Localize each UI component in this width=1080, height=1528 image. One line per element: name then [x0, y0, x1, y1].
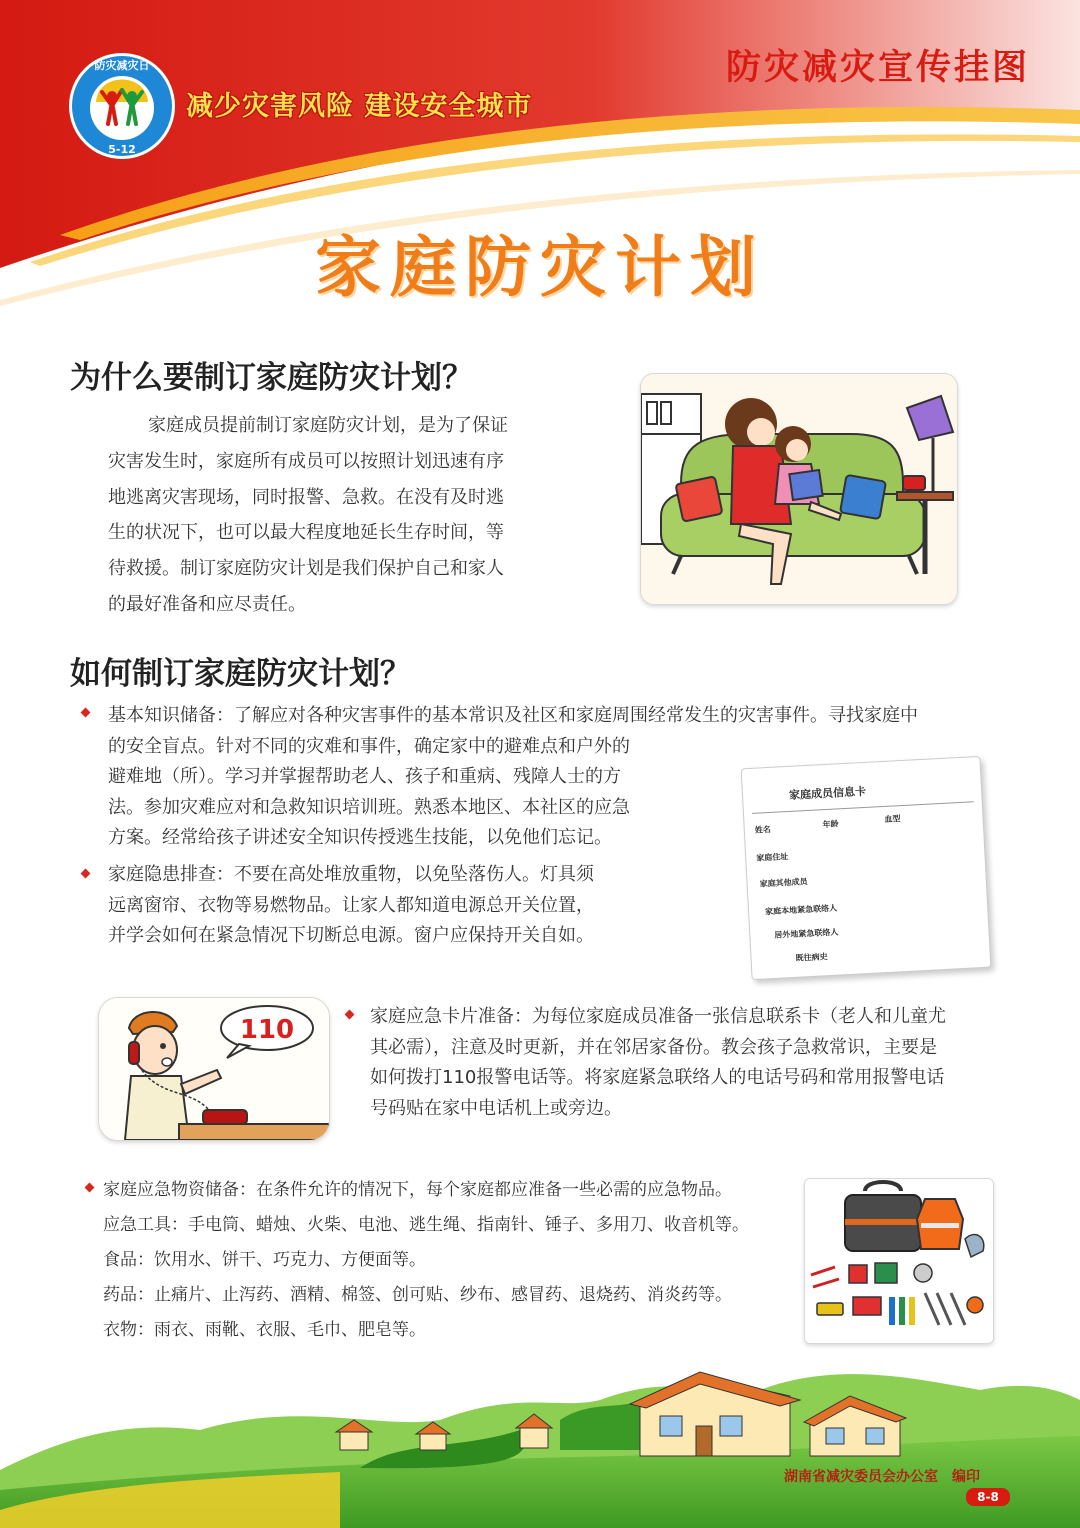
info-card-remote-contact: 居外地紧急联络人 [774, 927, 839, 940]
disaster-day-logo [68, 52, 176, 160]
info-card-others: 家庭其他成员 [759, 877, 808, 889]
footer-publisher: 湖南省减灾委员会办公室 编印 [784, 1469, 980, 1485]
bullet-line: 家庭应急卡片准备：为每位家庭成员准备一张信息联系卡（老人和儿童尤 [370, 1006, 946, 1027]
bullet-line: 衣物：雨衣、雨靴、衣服、毛巾、肥皂等。 [103, 1320, 426, 1340]
info-card-local-contact: 家庭本地紧急联络人 [764, 903, 838, 917]
bullet-marker [345, 1010, 355, 1020]
section1-paragraph [108, 408, 558, 623]
bullet-marker [85, 1183, 95, 1193]
section1-heading: 为什么要制订家庭防灾计划？ [70, 360, 473, 396]
info-card-blood: 血型 [884, 814, 901, 824]
bullet-line: 药品：止痛片、止泻药、酒精、棉签、创可贴、纱布、感冒药、退烧药、消炎药等。 [103, 1285, 732, 1305]
family-info-card [741, 756, 992, 980]
bullet-line: 如何拨打110报警电话等。将家庭紧急联络人的电话号码和常用报警电话 [370, 1067, 945, 1089]
bullet-line: 远离窗帘、衣物等易燃物品。让家人都知道电源总开关位置， [108, 894, 594, 916]
divider [752, 801, 974, 814]
info-card-name: 姓名 [754, 824, 772, 835]
poster-series-title: 防灾减灾宣传挂图 [725, 48, 1030, 88]
bullet-hazard-check [108, 860, 668, 952]
slogan: 减少灾害风险 建设安全城市 [186, 91, 533, 122]
info-card-history: 既往病史 [795, 952, 828, 963]
calling-110-illustration [98, 997, 330, 1141]
info-card-address: 家庭住址 [756, 852, 789, 863]
logo-date: 5-12 [108, 143, 136, 156]
bullet-line: 应急工具：手电筒、蜡烛、火柴、电池、逃生绳、指南针、锤子、多用刀、收音机等。 [103, 1215, 749, 1235]
section1-line: 生的状况下，也可以最大程度地延长生存时间，等 [108, 522, 504, 544]
bullet-line: 方案。经常给孩子讲述安全知识传授逃生技能，以免他们忘记。 [108, 827, 612, 849]
bullet-line: 家庭应急物资储备：在条件允许的情况下，每个家庭都应准备一些必需的应急物品。 [103, 1180, 732, 1200]
bullet-line: 法。参加灾难应对和急救知识培训班。熟悉本地区、本社区的应急 [108, 796, 630, 818]
section1-line: 的最好准备和应尽责任。 [108, 593, 306, 615]
bullet-line: 号码贴在家中电话机上或旁边。 [370, 1097, 622, 1119]
info-card-age: 年龄 [822, 819, 839, 830]
page-number-badge: 8-8 [966, 1488, 1010, 1506]
section1-line: 家庭成员提前制订家庭防灾计划，是为了保证 [148, 415, 508, 436]
section1-line: 待救援。制订家庭防灾计划是我们保护自己和家人 [108, 558, 504, 580]
family-reading-illustration [640, 373, 958, 605]
footer-landscape [0, 1360, 1080, 1528]
bullet-line: 食品：饮用水、饼干、巧克力、方便面等。 [103, 1250, 426, 1270]
section2-heading: 如何制订家庭防灾计划？ [70, 656, 411, 692]
bullet-line: 的安全盲点。针对不同的灾难和事件，确定家中的避难点和户外的 [108, 735, 630, 757]
bullet-emergency-card [370, 1002, 1020, 1124]
info-card-title: 家庭成员信息卡 [788, 784, 867, 802]
logo-text: 防灾减灾日 [94, 59, 150, 72]
bullet-marker [81, 708, 91, 718]
bullet-line: 其必需），注意及时更新，并在邻居家备份。教会孩子急救常识，主要是 [370, 1036, 937, 1058]
section1-line: 灾害发生时，家庭所有成员可以按照计划迅速有序 [108, 450, 504, 472]
emergency-kit-illustration [804, 1178, 994, 1344]
bullet-line: 基本知识储备：了解应对各种灾害事件的基本常识及社区和家庭周围经常发生的灾害事件。寻找家庭中 [108, 705, 918, 726]
page-title: 家庭防灾计划 [315, 229, 765, 306]
bullet-line: 并学会如何在紧急情况下切断总电源。窗户应保持开关自如。 [108, 925, 594, 947]
bullet-line: 避难地（所）。学习并掌握帮助老人、孩子和重病、残障人士的方 [108, 766, 621, 788]
bullet-marker [81, 869, 91, 879]
bullet-supplies [103, 1173, 793, 1348]
bullet-line: 家庭隐患排查：不要在高处堆放重物，以免坠落伤人。灯具须 [108, 864, 594, 885]
section1-line: 地逃离灾害现场，同时报警、急救。在没有及时逃 [108, 486, 504, 508]
bubble-110: 110 [239, 1015, 295, 1045]
